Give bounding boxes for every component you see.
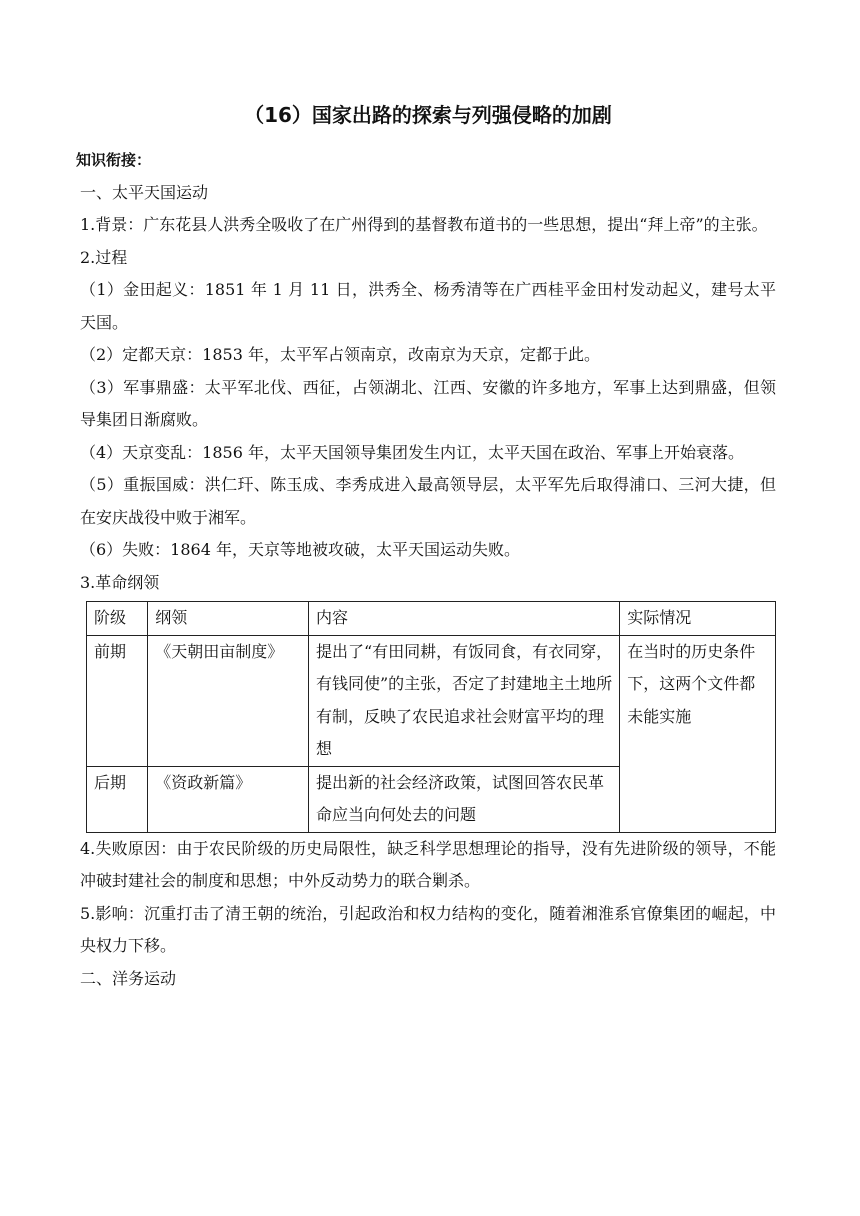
table-header-cell: 阶级 — [87, 602, 148, 636]
process-item: （5）重振国威：洪仁玕、陈玉成、李秀成进入最高领导层，太平军先后取得浦口、三河大捷，但在安庆战役中败于湘军。 — [80, 475, 776, 527]
process-item: （3）军事鼎盛：太平军北伐、西征，占领湖北、江西、安徽的许多地方，军事上达到鼎盛，但领导集团日渐腐败。 — [80, 377, 776, 429]
process-item: （1）金田起义：1851 年 1 月 11 日，洪秀全、杨秀清等在广西桂平金田村发动起义，建号太平天国。 — [80, 280, 776, 332]
process-item: （2）定都天京：1853 年，太平军占领南京，改南京为天京，定都于此。 — [80, 345, 600, 364]
table-header-cell: 实际情况 — [620, 602, 776, 636]
table-cell-class: 前期 — [87, 635, 148, 766]
program-table — [86, 601, 776, 833]
table-row — [87, 635, 776, 766]
table-cell-program: 《资政新篇》 — [148, 766, 309, 832]
table-cell-reality: 在当时的历史条件下，这两个文件都未能实施 — [620, 635, 776, 832]
table-header-cell: 内容 — [308, 602, 619, 636]
table-cell-program: 《天朝田亩制度》 — [148, 635, 309, 766]
impact-paragraph: 5.影响：沉重打击了清王朝的统治，引起政治和权力结构的变化，随着湘淮系官僚集团的崛起，中央权力下移。 — [80, 903, 776, 955]
program-heading: 3.革命纲领 — [80, 572, 160, 592]
process-heading: 2.过程 — [80, 247, 128, 267]
table-cell-content: 提出新的社会经济政策，试图回答农民革命应当向何处去的问题 — [308, 766, 619, 832]
section-label: 知识衔接： — [76, 151, 152, 169]
process-item: （6）失败：1864 年，天京等地被攻破，太平天国运动失败。 — [80, 540, 520, 559]
document-page — [76, 100, 776, 995]
table-cell-class: 后期 — [87, 766, 148, 832]
table-cell-content: 提出了“有田同耕，有饭同食，有衣同穿，有钱同使”的主张，否定了封建地主土地所有制，反映了农民追求社会财富平均的理想 — [308, 635, 619, 766]
background-paragraph: 1.背景：广东花县人洪秀全吸收了在广州得到的基督教布道书的一些思想，提出“拜上帝”的主张。 — [80, 215, 768, 234]
part1-heading: 一、太平天国运动 — [80, 182, 209, 202]
table-header-row — [87, 602, 776, 636]
failure-reason-paragraph: 4.失败原因：由于农民阶级的历史局限性，缺乏科学思想理论的指导，没有先进阶级的领导，不能冲破封建社会的制度和思想；中外反动势力的联合剿杀。 — [80, 838, 776, 890]
page-title: （16）国家出路的探索与列强侵略的加剧 — [244, 103, 612, 127]
part2-heading: 二、洋务运动 — [80, 968, 177, 988]
table-header-cell: 纲领 — [148, 602, 309, 636]
process-item: （4）天京变乱：1856 年，太平天国领导集团发生内讧，太平天国在政治、军事上开始衰落。 — [80, 442, 744, 462]
